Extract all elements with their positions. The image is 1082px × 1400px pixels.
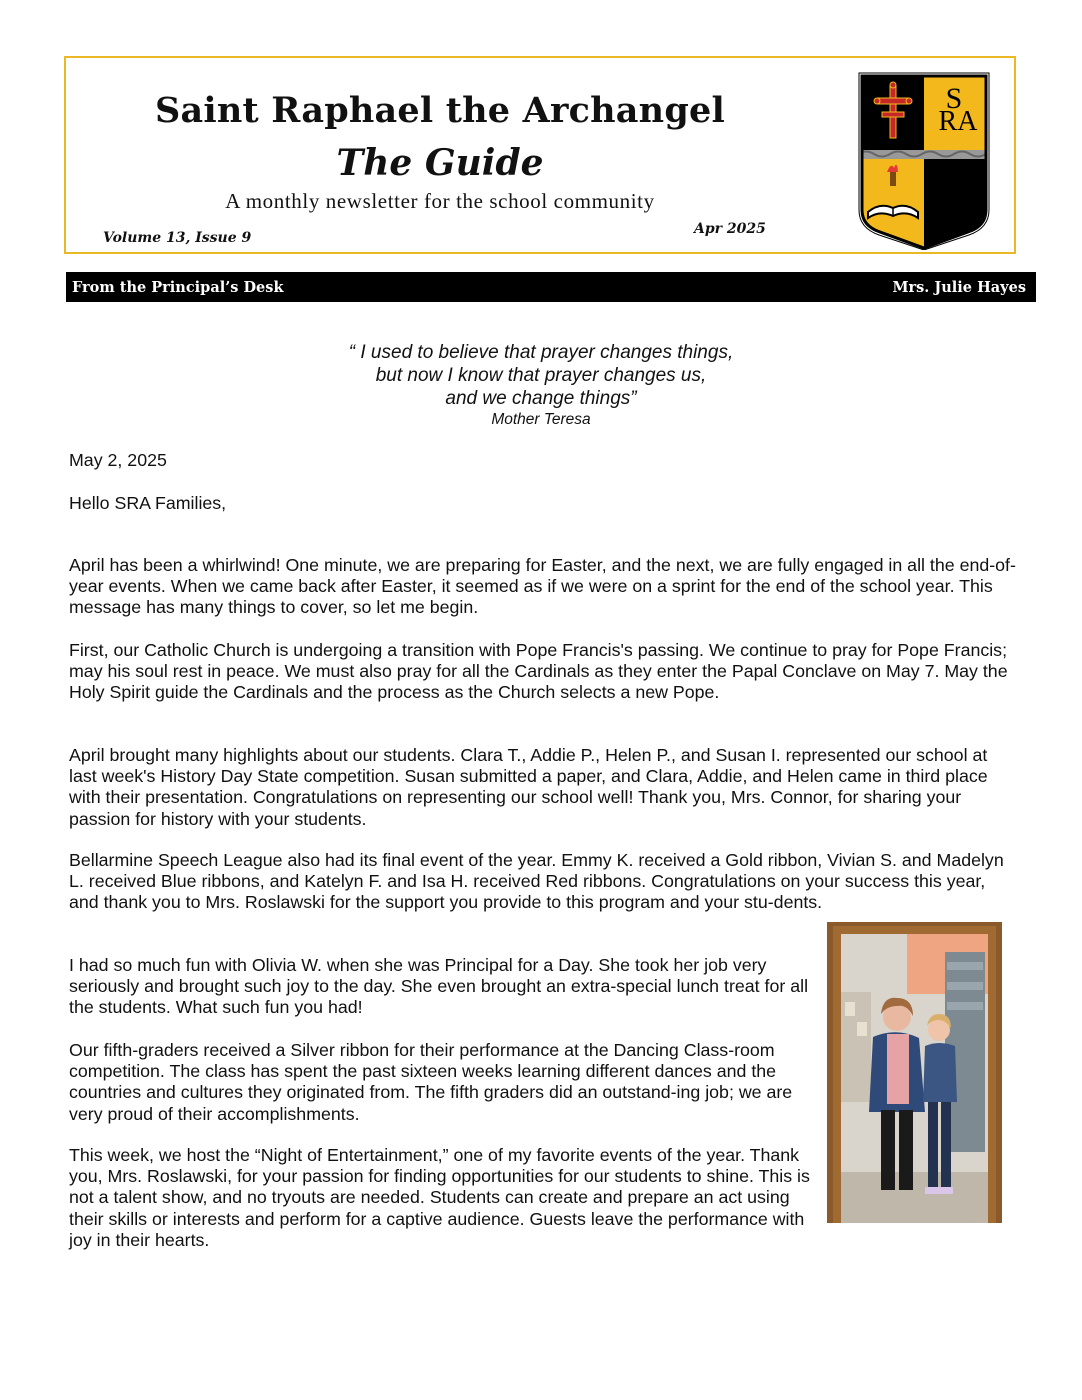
quote-author: Mother Teresa (491, 411, 591, 428)
newsletter-title: The Guide (336, 142, 544, 184)
svg-text:RA: RA (938, 106, 978, 137)
section-header-bar (66, 272, 1036, 302)
section-author: Mrs. Julie Hayes (892, 278, 1026, 296)
school-name: Saint Raphael the Archangel (155, 90, 725, 131)
volume-issue: Volume 13, Issue 9 (103, 230, 252, 246)
letter-paragraph: April has been a whirlwind! One minute, we are preparing for Easter, and the next, we are fully engaged in all the end-of-year events. When we came back after Easter, it seemed as if we were on a sprint for the end of the school year. This message has many things to cover, so let me begin. (69, 555, 1016, 618)
letter-paragraph: I had so much fun with Olivia W. when she was Principal for a Day. She took her job very seriously and brought such joy to the day. She even brought an extra-special lunch treat for all the students. What such fun you had! (69, 955, 809, 1018)
letter-date: May 2, 2025 (69, 450, 167, 470)
quote-line: and we change things” (445, 388, 637, 409)
svg-text:S: S (945, 82, 963, 115)
letter-paragraph: Our fifth-graders received a Silver ribbon for their performance at the Dancing Class-room competition. The class has spent the past sixteen weeks learning different dances and the countries and cultures they originated from. The fifth graders did an outstand-ing job; we are very proud of their accomplishments. (69, 1040, 793, 1124)
letter-paragraph: First, our Catholic Church is undergoing a transition with Pope Francis's passing. We continue to pray for Pope Francis; may his soul rest in peace. We must also pray for all the Cardinals as they enter the Papal Conclave on May 7. May the Holy Spirit guide the Cardinals and the process as the Church selects a new Pope. (69, 640, 1008, 703)
principal-for-a-day-photo (827, 922, 1002, 1223)
opening-quote (241, 341, 841, 429)
letter-paragraph: April brought many highlights about our students. Clara T., Addie P., Helen P., and Susan I. represented our school at last week's History Day State competition. Susan submitted a paper, and Clara, Addie, and Helen came in third place with their presentation. Congratulations on representing our school well! Thank you, Mrs. Connor, for sharing your passion for history with your students. (69, 745, 988, 829)
issue-date: Apr 2025 (694, 221, 766, 237)
quote-line: but now I know that prayer changes us, (375, 365, 707, 386)
newsletter-tagline: A monthly newsletter for the school community (225, 189, 655, 213)
letter-paragraph: Bellarmine Speech League also had its final event of the year. Emmy K. received a Gold ribbon, Vivian S. and Madelyn L. received Blue ribbons, and Katelyn F. and Isa H. received Red ribbons. Congratulations on your success this year, and thank you to Mrs. Roslawski for the support you provide to this program and your stu-dents. (69, 850, 1004, 913)
section-title: From the Principal’s Desk (72, 278, 284, 296)
letter-paragraph: This week, we host the “Night of Entertainment,” one of my favorite events of the year. Thank you, Mrs. Roslawski, for your passion for finding opportunities for our students to shine. This is not a talent show, and no tryouts are needed. Students can create and prepare an act using their skills or interests and perform for a captive audience. Guests leave the performance with joy in their hearts. (69, 1145, 810, 1250)
school-crest-logo (858, 72, 990, 250)
letter-greeting: Hello SRA Families, (69, 493, 227, 513)
quote-line: “ I used to believe that prayer changes things, (348, 342, 734, 363)
